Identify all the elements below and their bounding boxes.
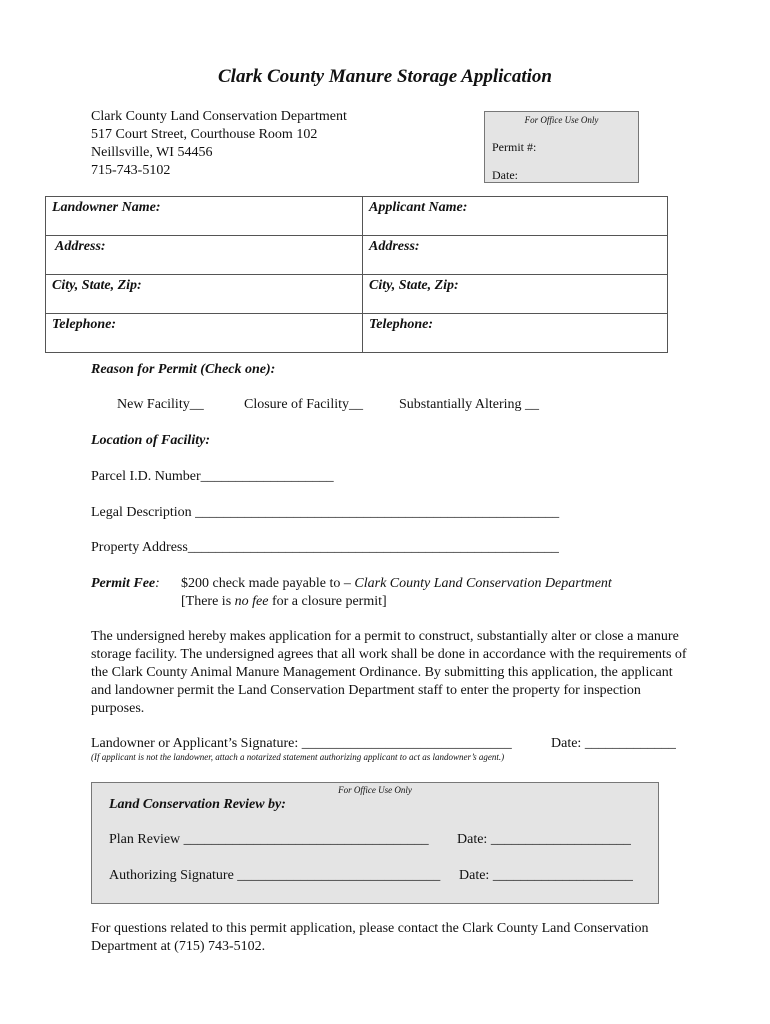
authorizing-date-field[interactable]: Date: ____________________	[459, 868, 633, 883]
reason-closure[interactable]: Closure of Facility__	[244, 397, 363, 412]
page-title: Clark County Manure Storage Application	[218, 66, 552, 87]
department-address	[91, 108, 347, 180]
signature-field[interactable]: Landowner or Applicant’s Signature: ______________________________	[91, 736, 512, 751]
applicant-city-field[interactable]: City, State, Zip:	[363, 275, 668, 314]
permit-fee-label-text: Permit Fee	[91, 576, 156, 591]
department-name: Clark County Land Conservation Department	[91, 109, 347, 124]
closure-fee-post: for a closure permit]	[268, 594, 387, 609]
landowner-telephone-field[interactable]: Telephone:	[46, 314, 363, 353]
office-use-header: For Office Use Only	[524, 115, 599, 125]
applicant-telephone-field[interactable]: Telephone:	[363, 314, 668, 353]
closure-fee-pre: [There is	[181, 594, 235, 609]
permit-fee-amount	[181, 576, 612, 592]
table-row	[46, 275, 668, 314]
reason-altering[interactable]: Substantially Altering __	[399, 397, 539, 412]
review-office-header: For Office Use Only	[338, 785, 412, 795]
table-row	[46, 314, 668, 353]
agent-note: (If applicant is not the landowner, attach a notarized statement authorizing applicant to act as landowner’s agent.)	[91, 752, 505, 762]
applicant-address-field[interactable]: Address:	[363, 236, 668, 275]
permit-fee-amount-text: $200 check made payable to –	[181, 576, 355, 591]
permit-number-field[interactable]: Permit #:	[492, 140, 537, 154]
department-city: Neillsville, WI 54456	[91, 145, 213, 160]
applicant-name-field[interactable]: Applicant Name:	[363, 197, 668, 236]
permit-fee-payee: Clark County Land Conservation Department	[354, 576, 612, 591]
landowner-name-field[interactable]: Landowner Name:	[46, 197, 363, 236]
authorizing-signature-field[interactable]: Authorizing Signature _____________________________	[109, 868, 441, 883]
parcel-id-field[interactable]: Parcel I.D. Number___________________	[91, 469, 334, 484]
contact-footer: For questions related to this permit application, please contact the Clark County Land Conservation Department at (715) 743-5102.	[91, 921, 649, 954]
review-box	[91, 782, 659, 904]
plan-review-field[interactable]: Plan Review ___________________________________	[109, 832, 429, 847]
reason-heading: Reason for Permit (Check one):	[91, 362, 276, 377]
reason-new-facility[interactable]: New Facility__	[117, 397, 204, 412]
permit-date-field[interactable]: Date:	[492, 168, 518, 182]
department-phone: 715-743-5102	[91, 163, 171, 178]
plan-review-date-field[interactable]: Date: ____________________	[457, 832, 631, 847]
application-statement: The undersigned hereby makes application for a permit to construct, substantially alter or close a manure storage facility. The undersigned agrees that all work shall be done in accordance with the requirements of the Clark County Animal Manure Management Ordinance. By submitting this application, the applicant and landowner permit the Land Conservation Department staff to enter the property for inspection purposes.	[91, 629, 687, 716]
closure-fee-em: no fee	[234, 594, 269, 609]
table-row	[46, 197, 668, 236]
location-heading: Location of Facility:	[91, 433, 210, 448]
landowner-city-field[interactable]: City, State, Zip:	[46, 275, 363, 314]
legal-description-field[interactable]: Legal Description ____________________________________________________	[91, 505, 560, 520]
review-heading: Land Conservation Review by:	[109, 797, 286, 812]
table-row	[46, 236, 668, 275]
property-address-field[interactable]: Property Address_____________________________________________________	[91, 540, 559, 555]
office-use-box	[484, 111, 639, 183]
closure-fee-note	[181, 594, 387, 610]
department-street: 517 Court Street, Courthouse Room 102	[91, 127, 318, 142]
landowner-address-field[interactable]: Address:	[46, 236, 363, 275]
contact-info-table	[45, 196, 668, 353]
signature-date-field[interactable]: Date: _____________	[551, 736, 676, 751]
permit-fee-label	[91, 576, 160, 592]
permit-fee-colon: :	[155, 576, 160, 591]
